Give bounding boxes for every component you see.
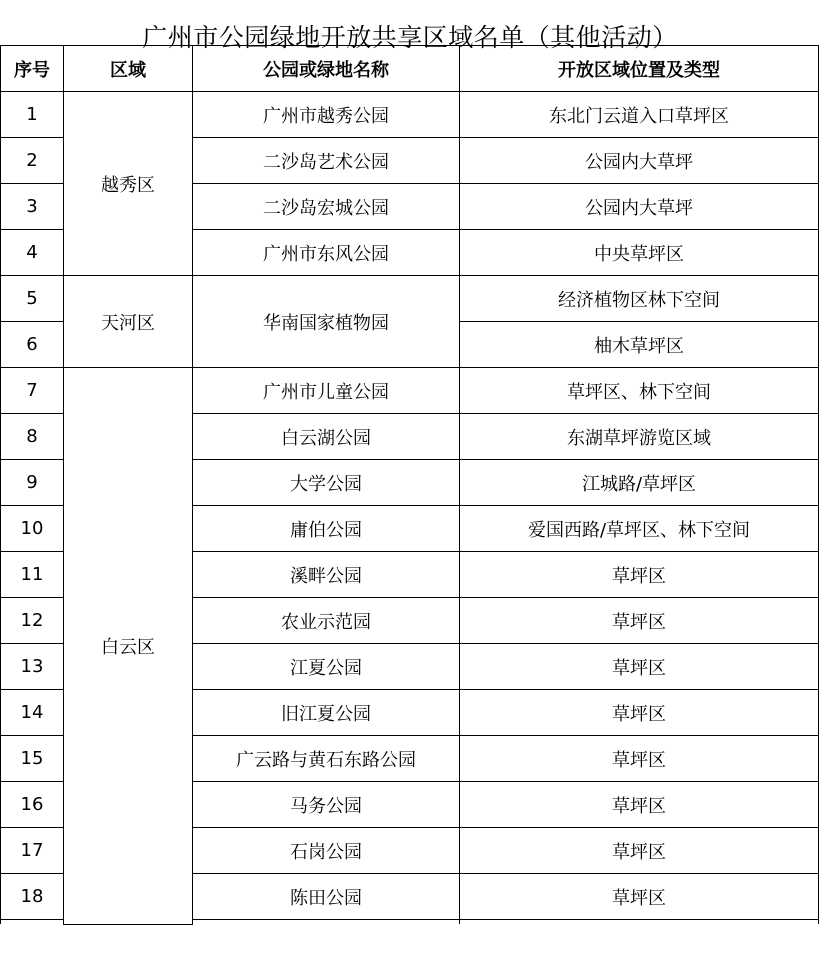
open-zone: 草坪区 [460,690,819,736]
row-no: 4 [1,230,64,276]
park-name: 溪畔公园 [193,552,460,598]
park-name: 旧江夏公园 [193,690,460,736]
header-row [1,46,819,92]
header-district: 区域 [64,46,193,92]
open-zone: 草坪区 [460,874,819,920]
park-name: 农业示范园 [193,598,460,644]
row-no: 6 [1,322,64,368]
open-zone: 草坪区 [460,828,819,874]
table-row [1,276,819,322]
park-name: 白云湖公园 [193,414,460,460]
row-no: 9 [1,460,64,506]
row-no: 3 [1,184,64,230]
row-no: 18 [1,874,64,920]
open-zone: 草坪区 [460,736,819,782]
cut-cell [193,920,460,925]
open-zone: 草坪区 [460,644,819,690]
open-zone: 草坪区 [460,598,819,644]
district-cell-yuexiu: 越秀区 [64,92,193,276]
table-row [1,92,819,138]
cut-cell [1,920,64,925]
park-name: 华南国家植物园 [193,276,460,368]
cut-cell [460,920,819,925]
row-no: 16 [1,782,64,828]
park-name: 陈田公园 [193,874,460,920]
row-no: 10 [1,506,64,552]
park-name: 石岗公园 [193,828,460,874]
park-name: 广州市儿童公园 [193,368,460,414]
park-name: 广州市越秀公园 [193,92,460,138]
open-zone: 草坪区 [460,782,819,828]
park-name: 江夏公园 [193,644,460,690]
park-name: 二沙岛宏城公园 [193,184,460,230]
park-name: 广州市东风公园 [193,230,460,276]
row-no: 12 [1,598,64,644]
open-zone: 公园内大草坪 [460,184,819,230]
park-name: 二沙岛艺术公园 [193,138,460,184]
row-no: 2 [1,138,64,184]
park-name: 大学公园 [193,460,460,506]
row-no: 14 [1,690,64,736]
header-no: 序号 [1,46,64,92]
open-zone: 中央草坪区 [460,230,819,276]
open-zone: 江城路/草坪区 [460,460,819,506]
row-no: 11 [1,552,64,598]
park-list-table [0,45,819,925]
row-no: 15 [1,736,64,782]
open-zone: 柚木草坪区 [460,322,819,368]
district-cell-tianhe: 天河区 [64,276,193,368]
open-zone: 东北门云道入口草坪区 [460,92,819,138]
park-name: 马务公园 [193,782,460,828]
park-name: 广云路与黄石东路公园 [193,736,460,782]
park-name: 庸伯公园 [193,506,460,552]
table-row [1,368,819,414]
row-no: 8 [1,414,64,460]
row-no: 5 [1,276,64,322]
header-park: 公园或绿地名称 [193,46,460,92]
page-title: 广州市公园绿地开放共享区域名单（其他活动） [142,22,678,52]
open-zone: 草坪区 [460,552,819,598]
open-zone: 草坪区、林下空间 [460,368,819,414]
open-zone: 爱国西路/草坪区、林下空间 [460,506,819,552]
header-zone: 开放区域位置及类型 [460,46,819,92]
row-no: 1 [1,92,64,138]
row-no: 13 [1,644,64,690]
open-zone: 东湖草坪游览区域 [460,414,819,460]
open-zone: 经济植物区林下空间 [460,276,819,322]
open-zone: 公园内大草坪 [460,138,819,184]
row-no: 7 [1,368,64,414]
district-cell-baiyun: 白云区 [64,368,193,925]
row-no: 17 [1,828,64,874]
